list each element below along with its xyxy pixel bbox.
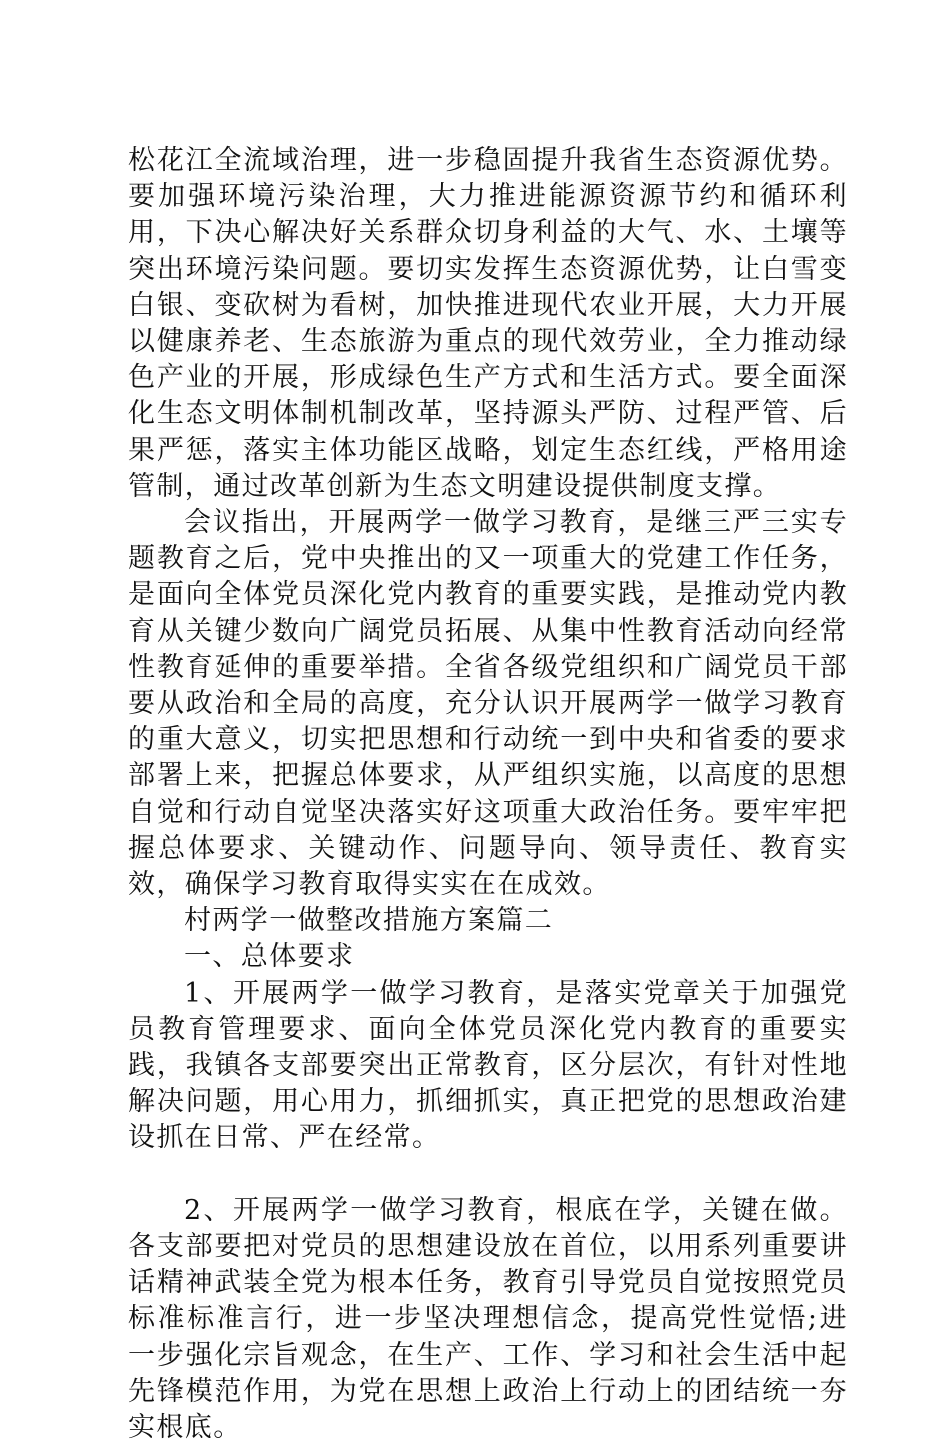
body-paragraph: 松花江全流域治理，进一步稳固提升我省生态资源优势。要加强环境污染治理，大力推进能源资源节约和循环利用，下决心解决好关系群众切身利益的大气、水、土壤等突出环境污染问题。要切实发挥生态资源优势，让白雪变白银、变砍树为看树，加快推进现代农业开展，大力开展以健康养老、生态旅游为重点的现代效劳业，全力推动绿色产业的开展，形成绿色生产方式和生活方式。要全面深化生态文明体制机制改革，坚持源头严防、过程严管、后果严惩，落实主体功能区战略，划定生态红线，严格用途管制，通过改革创新为生态文明建设提供制度支撑。 bbox=[128, 145, 848, 502]
body-paragraph: 1、开展两学一做学习教育，是落实党章关于加强党员教育管理要求、面向全体党员深化党内教育的重要实践，我镇各支部要突出正常教育，区分层次，有针对性地解决问题，用心用力，抓细抓实，真正把党的思想政治建设抓在日常、严在经常。 bbox=[128, 977, 848, 1154]
body-paragraph: 会议指出，开展两学一做学习教育，是继三严三实专题教育之后，党中央推出的又一项重大的党建工作任务，是面向全体党员深化党内教育的重要实践，是推动党内教育从关键少数向广阔党员拓展、从集中性教育活动向经常性教育延伸的重要举措。全省各级党组织和广阔党员干部要从政治和全局的高度，充分认识开展两学一做学习教育的重大意义，切实把思想和行动统一到中央和省委的要求部署上来，把握总体要求，从严组织实施，以高度的思想自觉和行动自觉坚决落实好这项重大政治任务。要牢牢把握总体要求、关键动作、问题导向、领导责任、教育实效，确保学习教育取得实实在在成效。 bbox=[128, 507, 848, 901]
section-heading: 村两学一做整改措施方案篇二 bbox=[184, 905, 554, 937]
paragraph-spacer bbox=[128, 1157, 848, 1193]
document-body bbox=[128, 143, 848, 1446]
section-subheading: 一、总体要求 bbox=[184, 941, 355, 973]
body-paragraph: 2、开展两学一做学习教育，根底在学，关键在做。各支部要把对党员的思想建设放在首位，以用系列重要讲话精神武装全党为根本任务，教育引导党员自觉按照党员标准标准言行，进一步坚决理想信念，提高党性觉悟;进一步强化宗旨观念，在生产、工作、学习和社会生活中起先锋模范作用，为党在思想上政治上行动上的团结统一夯实根底。 bbox=[128, 1194, 848, 1443]
